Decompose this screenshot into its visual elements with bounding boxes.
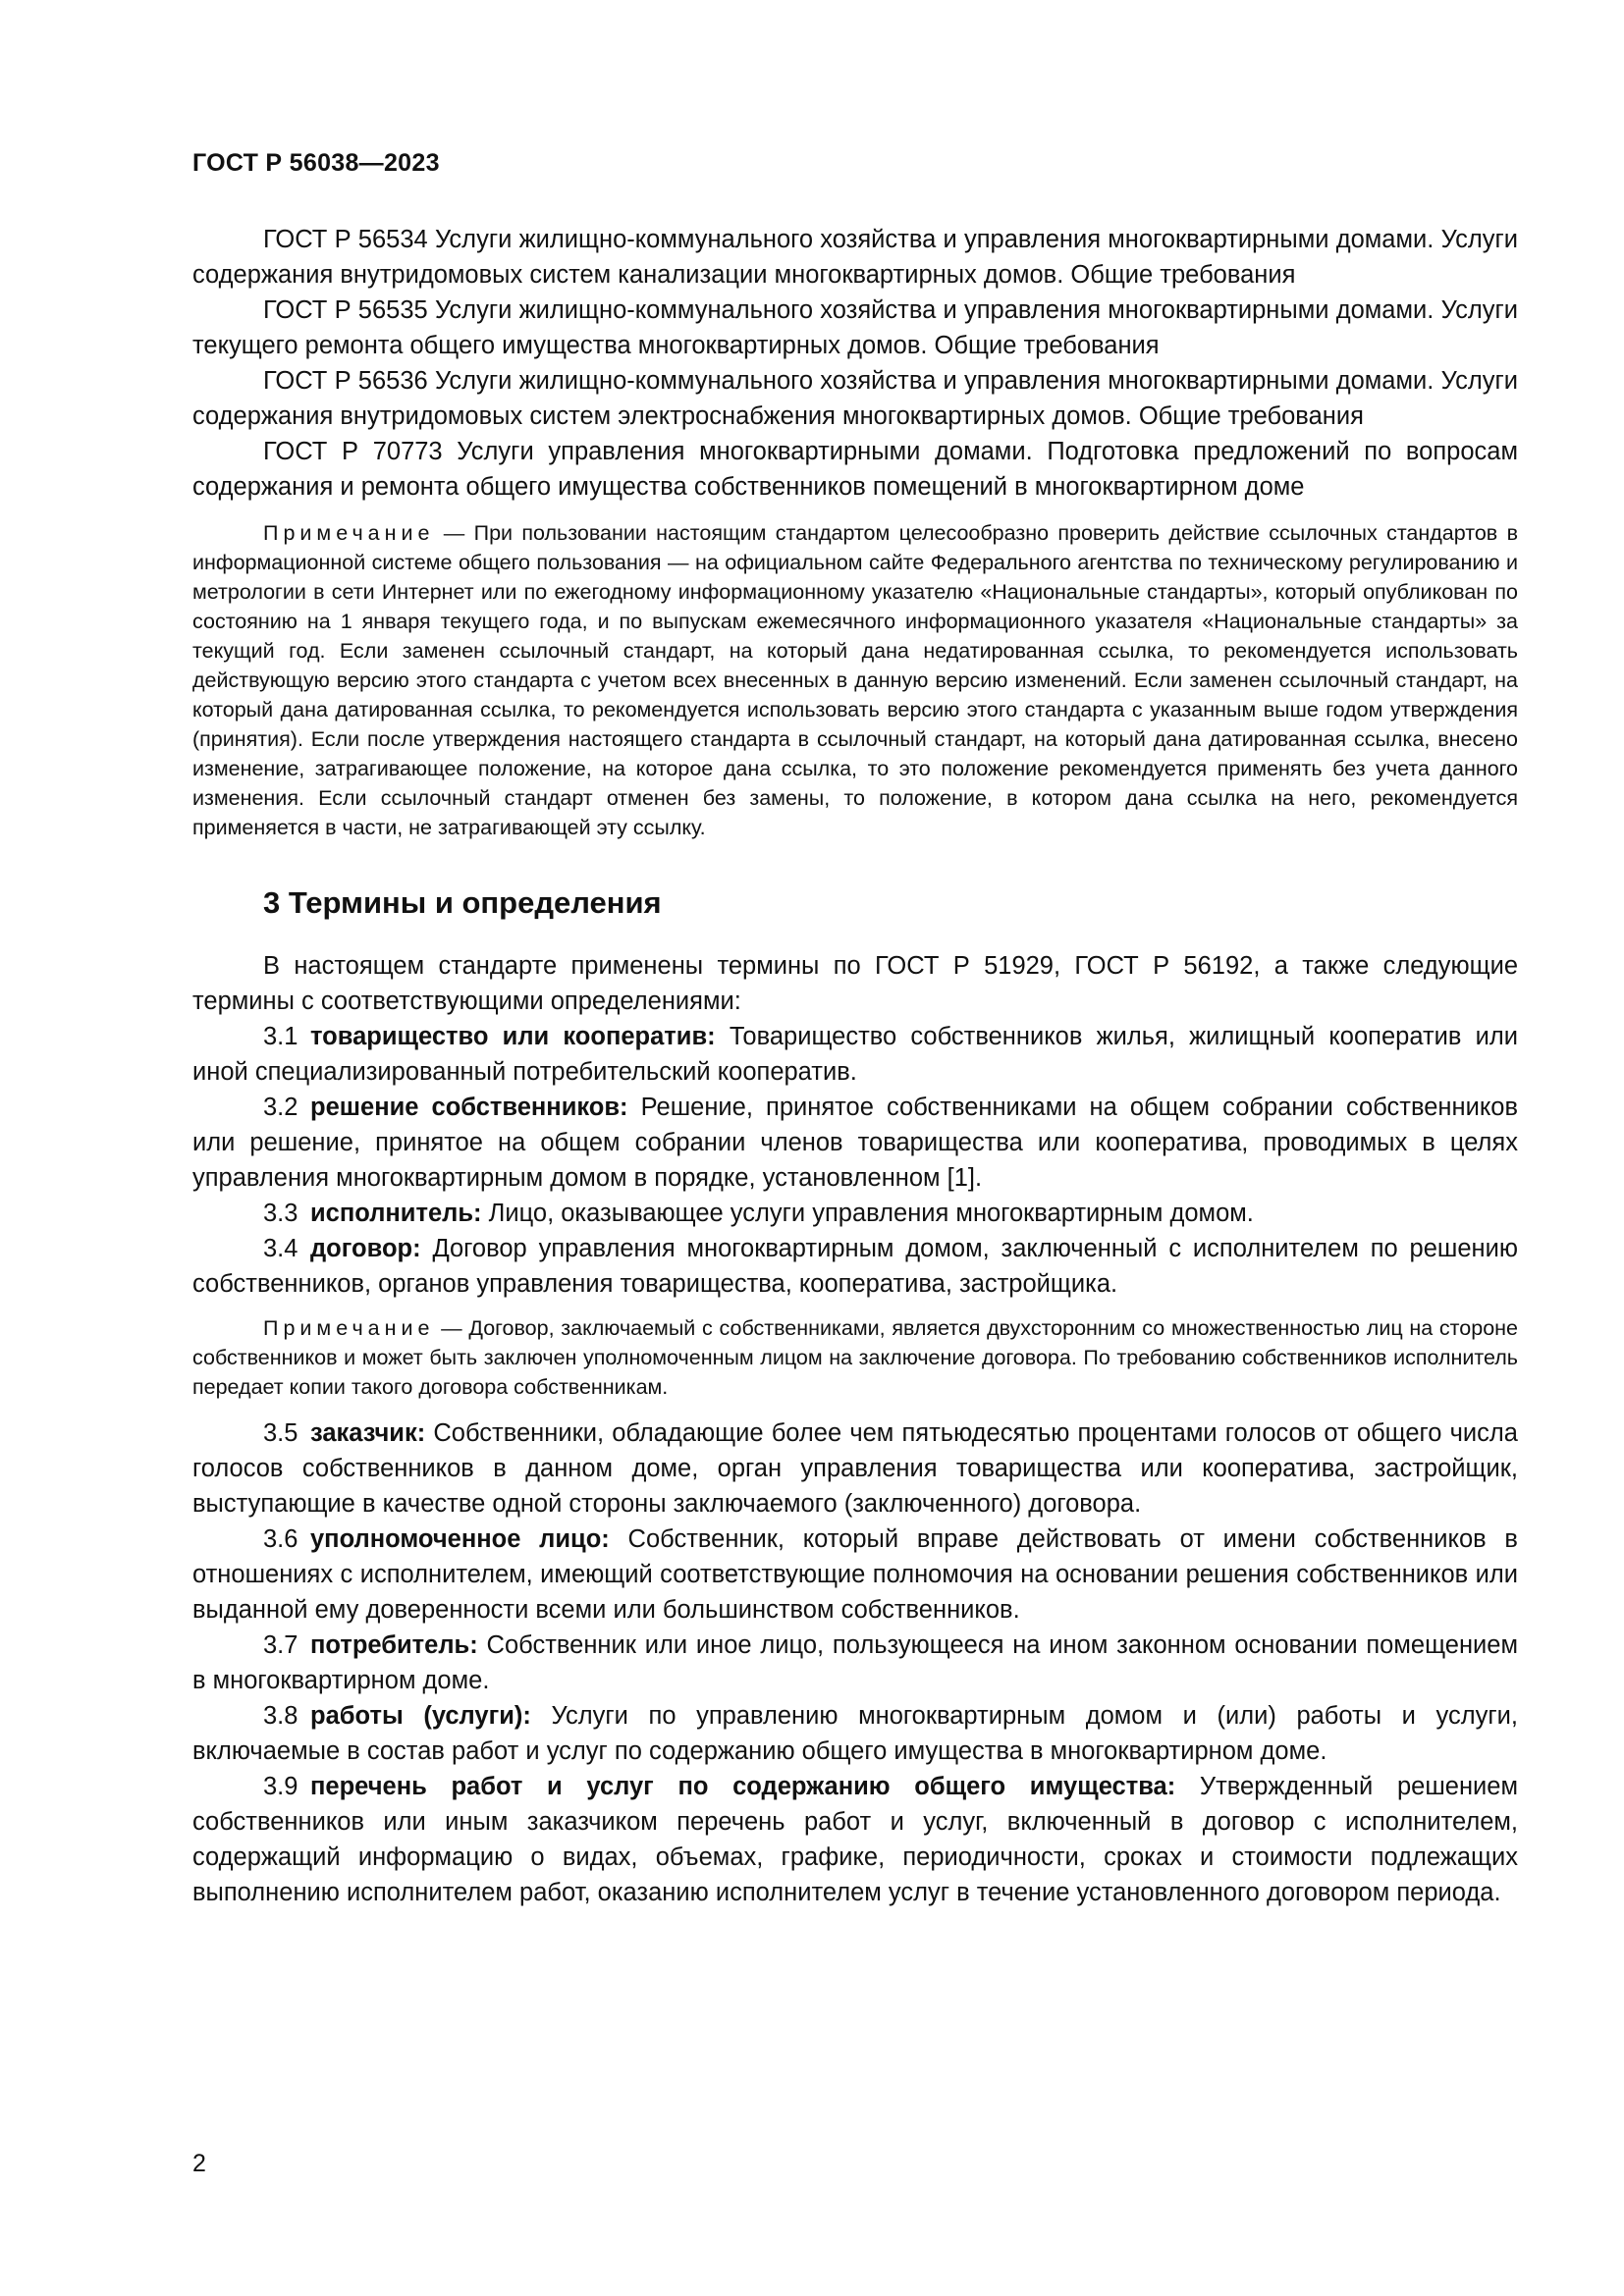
page-content: [192, 222, 1518, 1910]
term-name: работы (услуги):: [310, 1702, 531, 1730]
term-name: решение собственников:: [310, 1094, 628, 1121]
reference-item: ГОСТ Р 56534 Услуги жилищно-коммунального хозяйства и управления многоквартирными домами. Услуги содержания внутридомовых систем канализации многоквартирных домов. Общие требования: [192, 226, 1518, 289]
contract-note: [192, 1313, 1518, 1402]
term-entry: [192, 1628, 1518, 1698]
term-definition: Товарищество собственников жилья, жилищный кооператив или иной специализированный потребительский кооператив.: [192, 1023, 1518, 1086]
term-number: 3.7: [263, 1631, 298, 1659]
term-definition: Собственник, который вправе действовать от имени собственников в отношениях с исполнителем, имеющий соответствующие полномочия на основании решения собственников или выданной ему доверенности всеми или большинством собственников.: [192, 1525, 1518, 1624]
term-definition: Собственники, обладающие более чем пятьюдесятью процентами голосов от общего числа голосов собственников в данном доме, орган управления товарищества или кооператива, застройщик, выступающие в качестве одной стороны заключаемого (заключенного) договора.: [192, 1419, 1518, 1518]
section-heading: 3 Термины и определения: [263, 885, 662, 920]
references-note: [192, 518, 1518, 842]
document-code-header: ГОСТ Р 56038—2023: [192, 149, 440, 177]
term-number: 3.5: [263, 1419, 298, 1447]
term-number: 3.1: [263, 1023, 298, 1050]
note-label: Примечание: [263, 521, 435, 545]
term-name: потребитель:: [310, 1631, 478, 1659]
term-entry: [192, 1769, 1518, 1910]
section-intro: В настоящем стандарте применены термины по ГОСТ Р 51929, ГОСТ Р 56192, а также следующие термины с соответствующими определениями:: [192, 952, 1518, 1015]
term-entry: [192, 1231, 1518, 1302]
term-name: уполномоченное лицо:: [310, 1525, 610, 1553]
term-definition: Утвержденный решением собственников или иным заказчиком перечень работ и услуг, включенный в договор с исполнителем, содержащий информацию о видах, объемах, графике, периодичности, сроках и стоимости подлежащих выполнению исполнителем работ, оказанию исполнителем услуг в течение установленного договором периода.: [192, 1773, 1518, 1906]
note-text: — Договор, заключаемый с собственниками, является двухсторонним со множественностью лиц на стороне собственников и может быть заключен уполномоченным лицом на заключение договора. По требованию собственников исполнитель передает копии такого договора собственникам.: [192, 1316, 1518, 1399]
page-number: 2: [192, 2150, 206, 2177]
term-name: договор:: [310, 1235, 421, 1262]
term-entry: [192, 1019, 1518, 1090]
term-entry: [192, 1698, 1518, 1769]
term-definition: Решение, принятое собственниками на общем собрании собственников или решение, принятое на общем собрании членов товарищества или кооператива, проводимых в целях управления многоквартирным домом в порядке, установленном [1].: [192, 1094, 1518, 1192]
reference-item: ГОСТ Р 70773 Услуги управления многоквартирными домами. Подготовка предложений по вопросам содержания и ремонта общего имущества собственников помещений в многоквартирном доме: [192, 438, 1518, 501]
term-name: исполнитель:: [310, 1200, 482, 1227]
normative-references-list: [192, 222, 1518, 505]
term-name: товарищество или кооператив:: [310, 1023, 716, 1050]
term-number: 3.8: [263, 1702, 298, 1730]
term-number: 3.6: [263, 1525, 298, 1553]
note-text: — При пользовании настоящим стандартом целесообразно проверить действие ссылочных стандартов в информационной системе общего пользования — на официальном сайте Федерального агентства по техническому регулированию и метрологии в сети Интернет или по ежегодному информационному указателю «Национальные стандарты», который опубликован по состоянию на 1 января текущего года, и по выпускам ежемесячного информационного указателя «Национальные стандарты» за текущий год. Если заменен ссылочный стандарт, на который дана недатированная ссылка, то рекомендуется использовать действующую версию этого стандарта с учетом всех внесенных в данную версию изменений. Если заменен ссылочный стандарт, на который дана датированная ссылка, то рекомендуется использовать версию этого стандарта с указанным выше годом утверждения (принятия). Если после утверждения настоящего стандарта в ссылочный стандарт, на который дана датированная ссылка, внесено изменение, затрагивающее положение, на которое дана ссылка, то это положение рекомендуется применять без учета данного изменения. Если ссылочный стандарт отменен без замены, то положение, в котором дана ссылка на него, рекомендуется применяется в части, не затрагивающей эту ссылку.: [192, 521, 1518, 839]
term-definition: Собственник или иное лицо, пользующееся на ином законном основании помещением в многоквартирном доме.: [192, 1631, 1518, 1694]
term-entry: [192, 1522, 1518, 1628]
term-entry: [192, 1090, 1518, 1196]
term-entry: [192, 1415, 1518, 1522]
term-definition: Лицо, оказывающее услуги управления многоквартирным домом.: [481, 1200, 1254, 1227]
term-number: 3.3: [263, 1200, 298, 1227]
term-number: 3.9: [263, 1773, 298, 1800]
term-name: заказчик:: [310, 1419, 426, 1447]
term-definition: Договор управления многоквартирным домом, заключенный с исполнителем по решению собственников, органов управления товарищества, кооператива, застройщика.: [192, 1235, 1518, 1298]
term-number: 3.2: [263, 1094, 298, 1121]
note-label: Примечание: [263, 1316, 435, 1340]
reference-item: ГОСТ Р 56535 Услуги жилищно-коммунального хозяйства и управления многоквартирными домами. Услуги текущего ремонта общего имущества многоквартирных домов. Общие требования: [192, 296, 1518, 359]
term-name: перечень работ и услуг по содержанию общего имущества:: [310, 1773, 1176, 1800]
term-definition: Услуги по управлению многоквартирным домом и (или) работы и услуги, включаемые в состав работ и услуг по содержанию общего имущества в многоквартирном доме.: [192, 1702, 1518, 1765]
term-entry: [192, 1196, 1518, 1231]
reference-item: ГОСТ Р 56536 Услуги жилищно-коммунального хозяйства и управления многоквартирными домами. Услуги содержания внутридомовых систем электроснабжения многоквартирных домов. Общие требования: [192, 367, 1518, 430]
term-number: 3.4: [263, 1235, 298, 1262]
